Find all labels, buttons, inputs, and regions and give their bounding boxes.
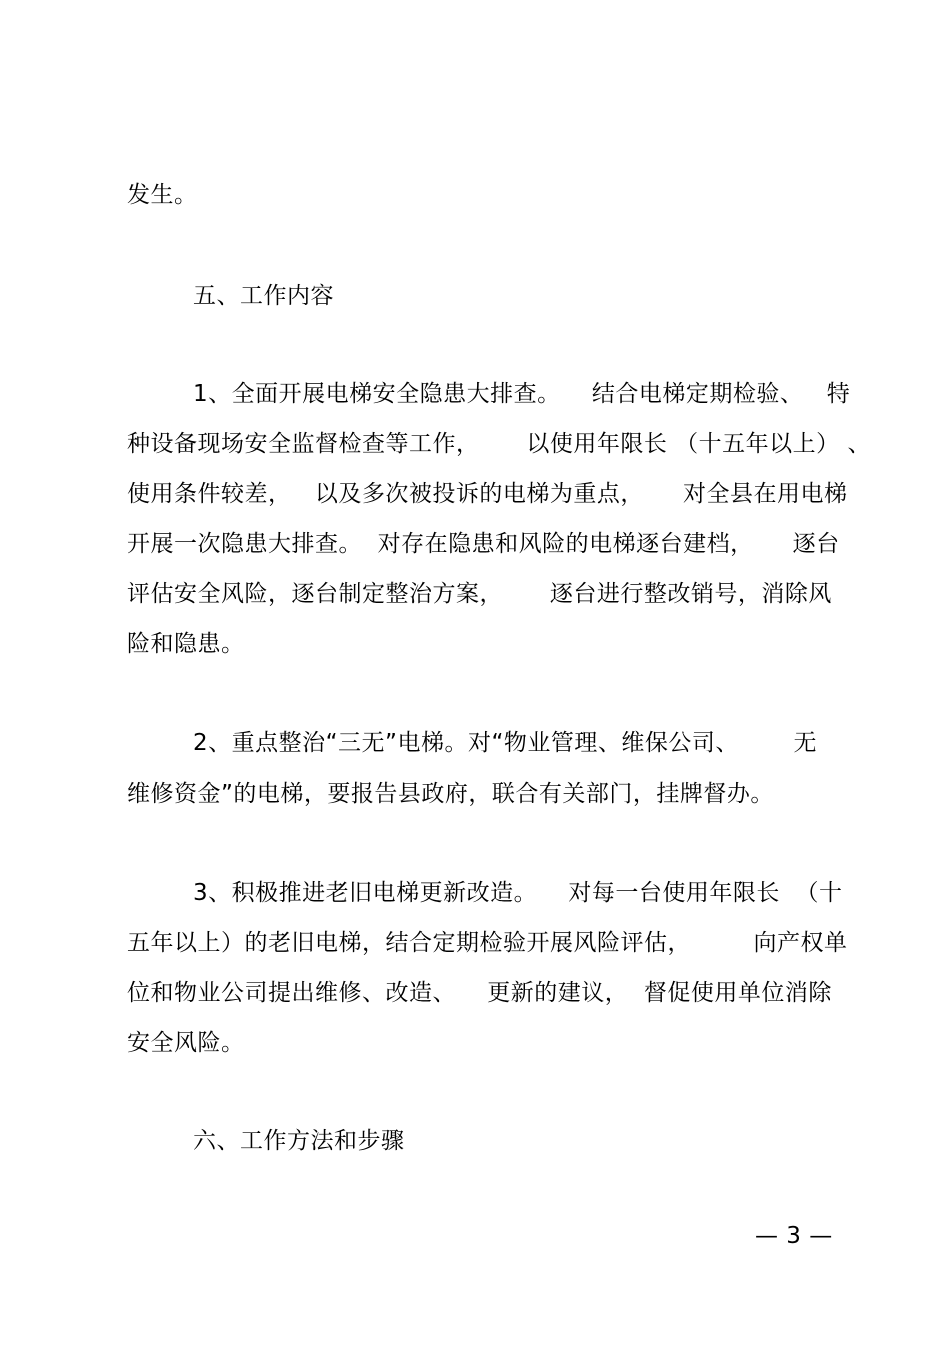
- section-heading: 六、工作方法和步骤: [193, 1128, 405, 1154]
- text-line: 种设备现场安全监督检查等工作， 以使用年限长 （十五年以上） 、: [127, 431, 871, 457]
- text-line: 维修资金”的电梯，要报告县政府，联合有关部门，挂牌督办。: [127, 781, 774, 807]
- text-line: 五年以上）的老旧电梯，结合定期检验开展风险评估， 向产权单: [127, 930, 848, 956]
- text-line: 使用条件较差， 以及多次被投诉的电梯为重点， 对全县在用电梯: [127, 481, 848, 507]
- page-number: — 3 —: [755, 1223, 833, 1249]
- text-line: 位和物业公司提出维修、改造、 更新的建议， 督促使用单位消除: [127, 980, 832, 1006]
- section-heading: 五、工作内容: [193, 283, 334, 309]
- text-line: 1、全面开展电梯安全隐患大排查。 结合电梯定期检验、 特: [193, 381, 851, 407]
- text-line: 安全风险。: [127, 1030, 245, 1056]
- text-line: 开展一次隐患大排查。 对存在隐患和风险的电梯逐台建档， 逐台: [127, 531, 840, 557]
- text-line: 2、重点整治“三无”电梯。对“物业管理、维保公司、 无: [193, 730, 818, 756]
- text-line: 险和隐患。: [127, 631, 245, 657]
- text-line: 发生。: [127, 182, 198, 208]
- text-line: 评估安全风险，逐台制定整治方案， 逐台进行整改销号，消除风: [127, 581, 832, 607]
- text-line: 3、积极推进老旧电梯更新改造。 对每一台使用年限长 （十: [193, 880, 843, 906]
